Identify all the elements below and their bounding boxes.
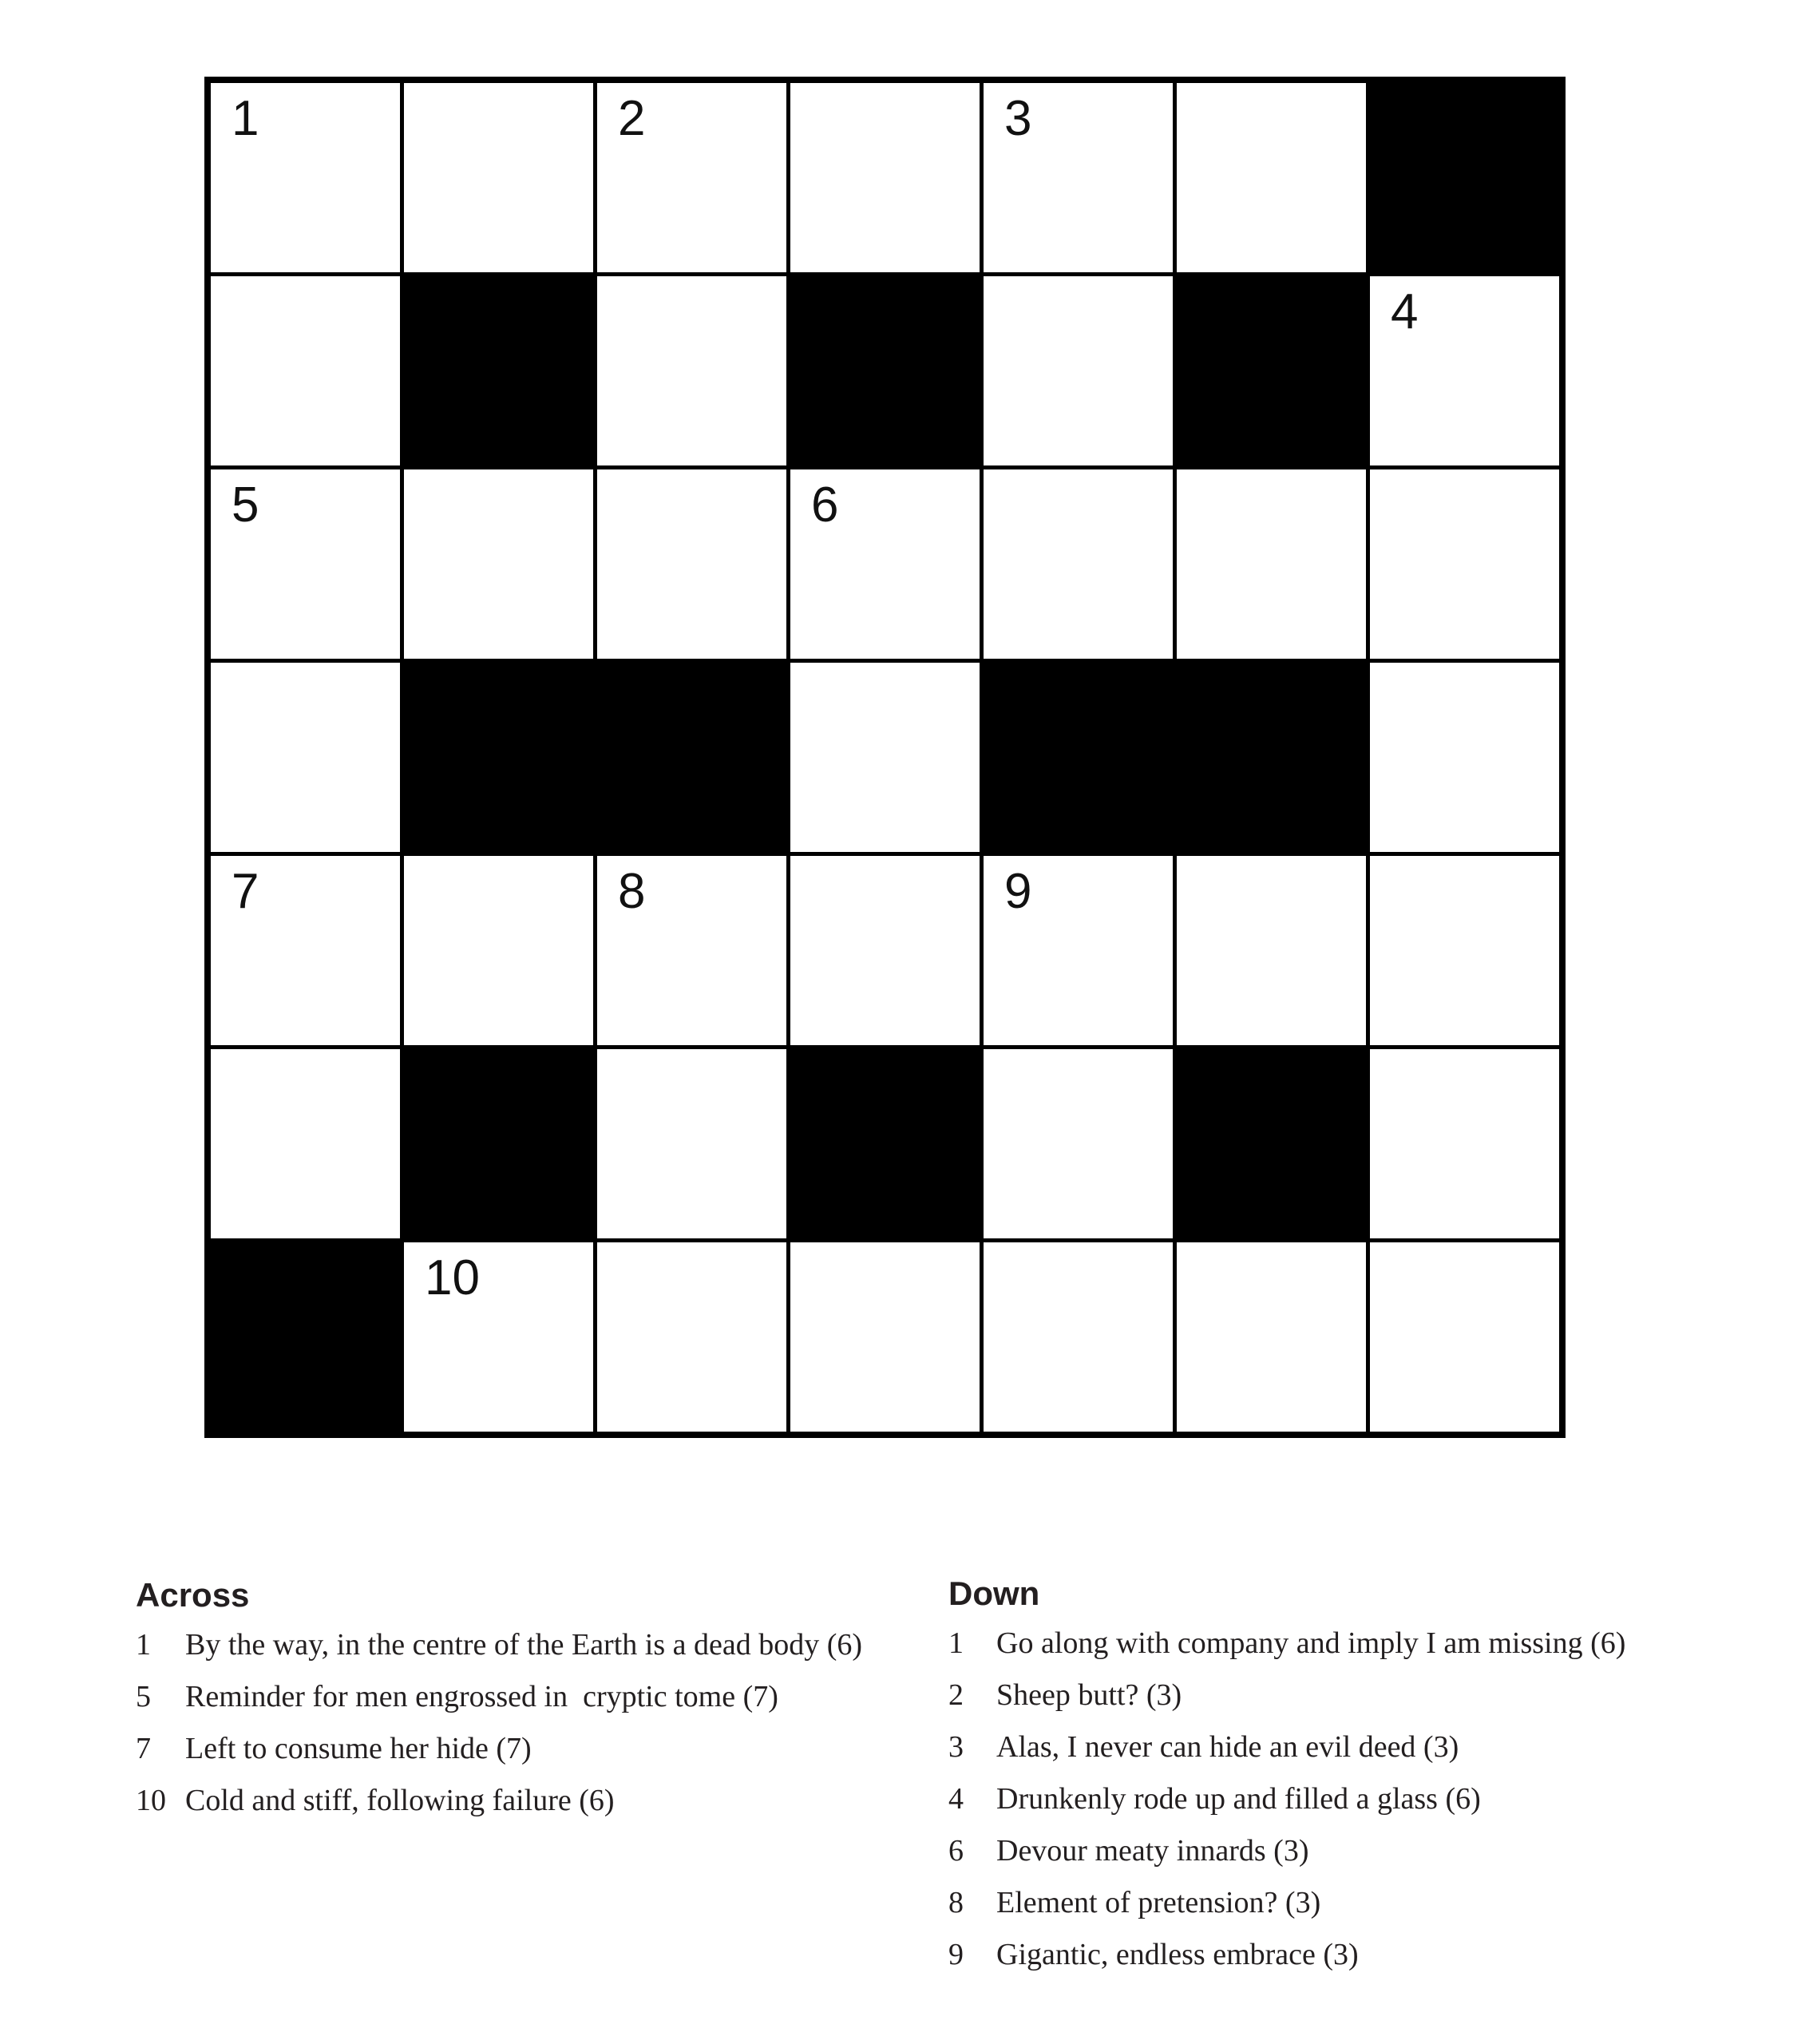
clue-number: 1 [948, 1626, 964, 1660]
clue-text: By the way, in the centre of the Earth is a dead body (6) [185, 1628, 863, 1662]
clue-item [136, 1619, 942, 1671]
down-clue-list [948, 1618, 1815, 1981]
grid-cell[interactable] [1370, 276, 1559, 465]
grid-cell[interactable] [984, 856, 1173, 1045]
grid-cell[interactable] [984, 1242, 1173, 1432]
clue-text: Drunkenly rode up and filled a glass (6) [996, 1782, 1481, 1816]
clue-number: 5 [136, 1680, 151, 1713]
clue-item [948, 1670, 1815, 1721]
clue-text: Alas, I never can hide an evil deed (3) [996, 1730, 1459, 1764]
clue-number: 7 [136, 1732, 151, 1765]
grid-cell[interactable] [597, 856, 786, 1045]
grid-cell[interactable] [404, 83, 593, 272]
grid-black-cell [790, 276, 980, 465]
grid-cell[interactable] [790, 1242, 980, 1432]
clue-text: Cold and stiff, following failure (6) [185, 1784, 615, 1817]
clue-number: 4 [948, 1782, 964, 1816]
cell-number: 3 [1004, 91, 1032, 146]
clue-item [948, 1825, 1815, 1877]
grid-cell[interactable] [404, 856, 593, 1045]
across-heading: Across [136, 1576, 250, 1614]
cell-number: 9 [1004, 864, 1032, 919]
grid-black-cell [597, 663, 786, 852]
grid-cell[interactable] [211, 276, 400, 465]
grid-black-cell [404, 276, 593, 465]
grid-cell[interactable] [211, 1049, 400, 1238]
clue-number: 2 [948, 1678, 964, 1712]
grid-cell[interactable] [790, 663, 980, 852]
clue-item [136, 1723, 942, 1775]
grid-black-cell [1370, 83, 1559, 272]
cell-number: 4 [1391, 284, 1419, 339]
grid-cell[interactable] [1177, 83, 1366, 272]
grid-cell[interactable] [1177, 469, 1366, 659]
grid-cell[interactable] [597, 1049, 786, 1238]
cell-number: 6 [811, 477, 839, 533]
grid-cell[interactable] [1370, 856, 1559, 1045]
grid-cell[interactable] [597, 469, 786, 659]
cell-number: 7 [232, 864, 259, 919]
grid-cell[interactable] [404, 469, 593, 659]
grid-cell[interactable] [211, 856, 400, 1045]
cell-number: 1 [232, 91, 259, 146]
grid-cell[interactable] [984, 276, 1173, 465]
cell-number: 10 [425, 1250, 480, 1305]
cell-number: 5 [232, 477, 259, 533]
grid-black-cell [790, 1049, 980, 1238]
grid-black-cell [211, 1242, 400, 1432]
clue-item [948, 1773, 1815, 1825]
grid-black-cell [404, 663, 593, 852]
clue-item [948, 1929, 1815, 1981]
grid-cell[interactable] [597, 276, 786, 465]
clue-text: Gigantic, endless embrace (3) [996, 1938, 1359, 1971]
clue-item [136, 1671, 942, 1723]
grid-cell[interactable] [984, 83, 1173, 272]
clue-text: Element of pretension? (3) [996, 1886, 1321, 1919]
grid-black-cell [404, 1049, 593, 1238]
grid-black-cell [1177, 276, 1366, 465]
grid-cell[interactable] [1177, 1242, 1366, 1432]
grid-black-cell [1177, 1049, 1366, 1238]
clue-text: Reminder for men engrossed in cryptic tome (7) [185, 1680, 778, 1713]
grid-black-cell [1177, 663, 1366, 852]
grid-cell[interactable] [211, 83, 400, 272]
crossword-grid [204, 77, 1566, 1438]
cell-number: 8 [618, 864, 646, 919]
clue-item [136, 1775, 942, 1827]
clue-text: Sheep butt? (3) [996, 1678, 1182, 1712]
clue-item [948, 1618, 1815, 1670]
grid-cell[interactable] [984, 469, 1173, 659]
clue-text: Left to consume her hide (7) [185, 1732, 532, 1765]
grid-cell[interactable] [404, 1242, 593, 1432]
clue-number: 8 [948, 1886, 964, 1919]
grid-black-cell [984, 663, 1173, 852]
across-clue-list [136, 1619, 942, 1827]
down-heading: Down [948, 1575, 1040, 1612]
grid-cell[interactable] [790, 856, 980, 1045]
clue-number: 6 [948, 1834, 964, 1868]
down-clues-section [948, 1577, 1815, 1981]
clue-text: Devour meaty innards (3) [996, 1834, 1309, 1868]
clue-item [948, 1877, 1815, 1929]
grid-cell[interactable] [790, 469, 980, 659]
grid-cell[interactable] [1370, 663, 1559, 852]
grid-cell[interactable] [211, 663, 400, 852]
grid-cell[interactable] [597, 83, 786, 272]
clue-number: 9 [948, 1938, 964, 1971]
grid-cell[interactable] [984, 1049, 1173, 1238]
across-clues-section [136, 1576, 942, 1827]
grid-cell[interactable] [1370, 1049, 1559, 1238]
grid-cell[interactable] [790, 83, 980, 272]
grid-cell[interactable] [1370, 1242, 1559, 1432]
clue-number: 10 [136, 1784, 166, 1817]
clue-number: 1 [136, 1628, 151, 1662]
clue-text: Go along with company and imply I am missing (6) [996, 1626, 1626, 1660]
cell-number: 2 [618, 91, 646, 146]
grid-cell[interactable] [1370, 469, 1559, 659]
grid-cell[interactable] [1177, 856, 1366, 1045]
clue-item [948, 1721, 1815, 1773]
grid-cell[interactable] [211, 469, 400, 659]
grid-cell[interactable] [597, 1242, 786, 1432]
clue-number: 3 [948, 1730, 964, 1764]
